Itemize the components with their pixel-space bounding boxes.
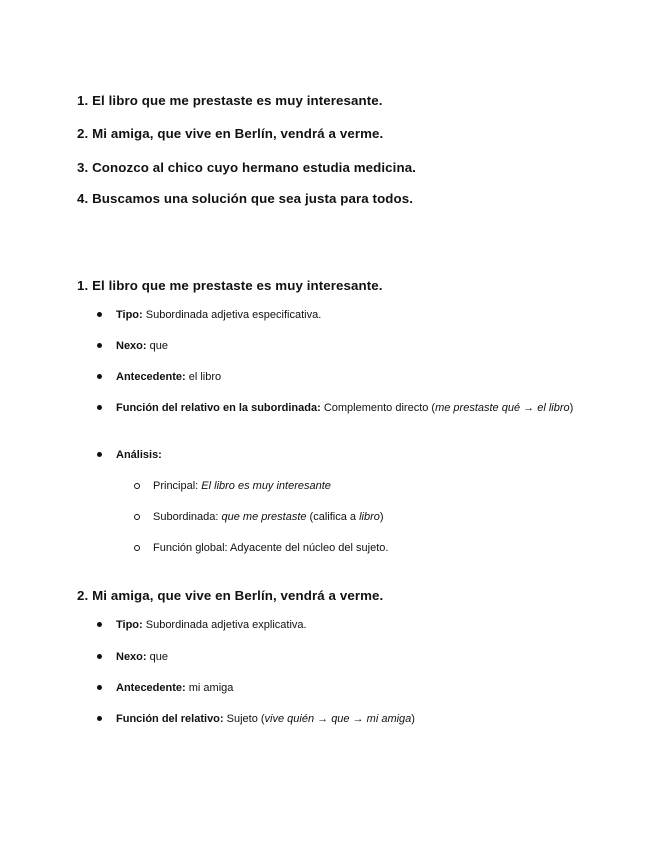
bullet-icon bbox=[97, 374, 102, 379]
principal-value: El libro es muy interesante bbox=[201, 480, 331, 492]
funcion-value: Complemento directo ( bbox=[320, 402, 436, 414]
analysis-2-funcion bbox=[97, 711, 597, 727]
sentence-1: 1. El libro que me prestaste es muy interesante. bbox=[77, 93, 383, 108]
subordinada-mid: (califica a bbox=[306, 511, 360, 523]
bullet-icon bbox=[97, 343, 102, 348]
subordinada-italic-2: libro bbox=[359, 511, 380, 523]
analysis-1-subordinada bbox=[134, 509, 594, 525]
subordinada-label: Subordinada: bbox=[153, 511, 222, 523]
funcion-italic: me prestaste qué → el libro bbox=[435, 402, 570, 414]
bullet-icon bbox=[97, 685, 102, 690]
circle-bullet-icon bbox=[134, 483, 140, 489]
sentence-4: 4. Buscamos una solución que sea justa para todos. bbox=[77, 191, 414, 206]
antecedente-value: el libro bbox=[185, 371, 222, 383]
analysis-2-antecedente bbox=[97, 680, 597, 696]
funcion-value: Sujeto ( bbox=[223, 713, 265, 725]
analysis-2-tipo bbox=[97, 617, 597, 633]
tipo-label: Tipo: bbox=[116, 619, 143, 631]
bullet-icon bbox=[97, 312, 102, 317]
funcion-label: Función del relativo: bbox=[116, 713, 224, 725]
funcion-close: ) bbox=[569, 402, 574, 414]
antecedente-value: mi amiga bbox=[185, 682, 234, 694]
bullet-icon bbox=[97, 622, 102, 627]
bullet-icon bbox=[97, 452, 102, 457]
antecedente-label: Antecedente: bbox=[116, 682, 186, 694]
principal-label: Principal: bbox=[153, 480, 202, 492]
funcion-italic: vive quién → que → mi amiga bbox=[264, 713, 412, 725]
tipo-label: Tipo: bbox=[116, 309, 143, 321]
analysis-1-heading: 1. El libro que me prestaste es muy interesante. bbox=[77, 278, 383, 293]
sentence-3: 3. Conozco al chico cuyo hermano estudia medicina. bbox=[77, 160, 416, 175]
analysis-1-principal bbox=[134, 478, 594, 494]
analysis-1-nexo bbox=[97, 338, 597, 354]
subordinada-italic: que me prestaste bbox=[221, 511, 307, 523]
nexo-value: que bbox=[146, 340, 168, 352]
antecedente-label: Antecedente: bbox=[116, 371, 186, 383]
funcion-global-text: Función global: Adyacente del núcleo del sujeto. bbox=[153, 542, 389, 554]
bullet-icon bbox=[97, 405, 102, 410]
analisis-label: Análisis: bbox=[116, 449, 162, 461]
tipo-value: Subordinada adjetiva especificativa. bbox=[142, 309, 322, 321]
bullet-icon bbox=[97, 716, 102, 721]
bullet-icon bbox=[97, 654, 102, 659]
analysis-1-funcion-global bbox=[134, 540, 594, 556]
circle-bullet-icon bbox=[134, 545, 140, 551]
tipo-value: Subordinada adjetiva explicativa. bbox=[142, 619, 307, 631]
sentence-2: 2. Mi amiga, que vive en Berlín, vendrá a verme. bbox=[77, 126, 384, 141]
analysis-2-heading: 2. Mi amiga, que vive en Berlín, vendrá a verme. bbox=[77, 588, 384, 603]
subordinada-close: ) bbox=[379, 511, 384, 523]
nexo-label: Nexo: bbox=[116, 651, 147, 663]
nexo-value: que bbox=[146, 651, 168, 663]
analysis-1-tipo bbox=[97, 307, 597, 323]
nexo-label: Nexo: bbox=[116, 340, 147, 352]
funcion-label: Función del relativo en la subordinada: bbox=[116, 402, 321, 414]
analysis-2-nexo bbox=[97, 649, 597, 665]
funcion-close: ) bbox=[411, 713, 415, 725]
circle-bullet-icon bbox=[134, 514, 140, 520]
analysis-1-analisis bbox=[97, 447, 597, 463]
analysis-1-antecedente bbox=[97, 369, 597, 385]
analysis-1-funcion bbox=[97, 400, 597, 416]
